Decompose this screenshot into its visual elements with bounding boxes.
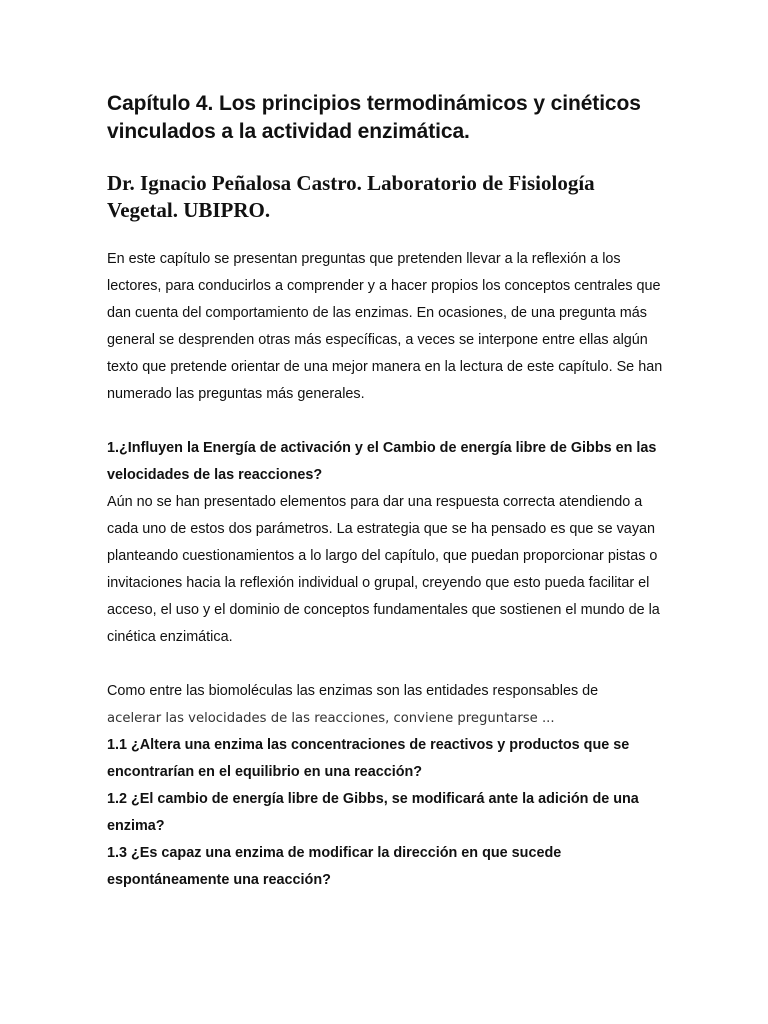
question-1-3: 1.3 ¿Es capaz una enzima de modificar la dirección en que sucede espontáneamente una reacción? bbox=[107, 845, 562, 888]
closing-intro-continuation: acelerar las velocidades de las reacciones, conviene preguntarse ... bbox=[107, 711, 555, 726]
intro-paragraph: En este capítulo se presentan preguntas que pretenden llevar a la reflexión a los lectores, para conducirlos a comprender y a hacer propios los conceptos centrales que dan cuenta del comportamiento de las enzimas. En ocasiones, de una pregunta más general se desprenden otras más específicas, a veces se interpone entre ellas algún texto que pretende orientar de una mejor manera en la lectura de este capítulo. Se han numerado las preguntas más generales. bbox=[107, 251, 663, 402]
question-1: 1.¿Influyen la Energía de activación y el Cambio de energía libre de Gibbs en las velocidades de las reacciones? bbox=[107, 440, 657, 483]
author-line: Dr. Ignacio Peñalosa Castro. Laboratorio de Fisiología Vegetal. UBIPRO. bbox=[107, 171, 595, 222]
question-1-2: 1.2 ¿El cambio de energía libre de Gibbs, se modificará ante la adición de una enzima? bbox=[107, 791, 639, 834]
chapter-title: Capítulo 4. Los principios termodinámicos y cinéticos vinculados a la actividad enzimática. bbox=[107, 92, 641, 143]
answer-1-paragraph: Aún no se han presentado elementos para dar una respuesta correcta atendiendo a cada uno de estos dos parámetros. La estrategia que se ha pensado es que se vayan planteando cuestionamientos a lo largo del capítulo, que puedan proporcionar pistas o invitaciones hacia la reflexión individual o grupal, creyendo que esto pueda facilitar el acceso, el uso y el dominio de conceptos fundamentales que sostienen el mundo de la cinética enzimática. bbox=[107, 494, 660, 645]
page-content bbox=[107, 90, 667, 894]
closing-intro-text: Como entre las biomoléculas las enzimas son las entidades responsables de bbox=[107, 683, 599, 699]
closing-paragraph bbox=[107, 678, 667, 732]
question-1-1: 1.1 ¿Altera una enzima las concentraciones de reactivos y productos que se encontrarían en el equilibrio en una reacción? bbox=[107, 737, 630, 780]
